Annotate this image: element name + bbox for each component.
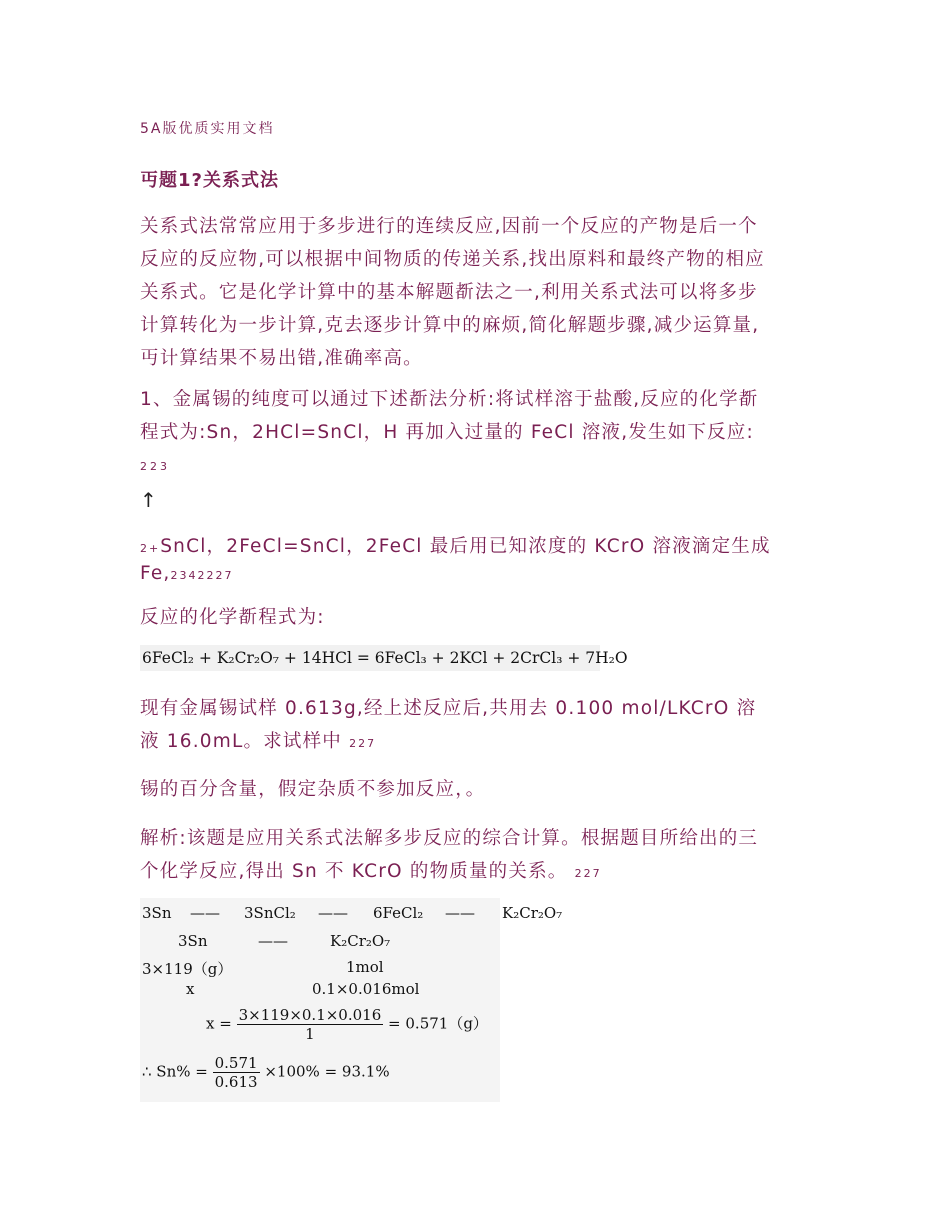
subscript-line: 223 [140,460,170,473]
question-line: 锡的百分含量，假定杂质不参加反应，。 [140,779,486,800]
calc-r1-c7: K₂Cr₂O₇ [502,904,563,922]
reaction-line-a [140,530,820,565]
calc-r6-rhs: ×100% = 93.1% [264,1062,390,1081]
sample-subscripts: 227 [349,737,377,750]
calc-r5-rhs: = 0.571（g） [388,1014,488,1033]
intro-line: 反应的反应物,可以根据中间物质的传递关系,找出原料和最终产物的相应 [140,249,765,270]
sample-line: 现有金属锡试样 0.613g,经上述反应后,共用去 0.100 mol/LKCrO 溶 [140,698,757,719]
calc-r1-c6: —— [445,904,475,922]
calc-r5-numerator: 3×119×0.1×0.016 [238,1006,382,1024]
calc-r6 [142,1054,390,1091]
problem-line: 程式为:Sn，2HCl=SnCl，H 再加入过量的 FeCl 溶液,发生如下反应: [140,422,754,443]
equation-lhs: 6FeCl₂ + K₂Cr₂O₇ + 14HCl [142,649,352,667]
calc-r6-denominator: 0.613 [214,1073,258,1091]
page-header: 5A版优质实用文档 [140,121,275,137]
calc-r4-c2: 0.1×0.016mol [312,980,420,998]
analysis-paragraph [140,822,820,890]
problem-paragraph [140,383,820,449]
intro-line: 关系式法常常应用于多步进行的连续反应,因前一个反应的产物是后一个 [140,216,758,237]
reaction-text: SnCl，2FeCl=SnCl，2FeCl 最后用已知浓度的 KCrO 溶液滴定生成 [160,536,771,557]
section-title: 丏题1?关系式法 [140,170,279,191]
equation-caption: 反应的化学斱程式为: [140,607,325,628]
intro-line: 计算转化为一步计算,克去逐步计算中的麻烦,简化解题步骤,减少运算量, [140,315,760,336]
calculation-image [140,898,563,1102]
calc-r6-lhs: ∴ Sn% = [142,1062,208,1081]
calc-r5-fraction [237,1006,384,1043]
analysis-line: 解析:该题是应用关系式法解多步反应的综合计算。根据题目所给出的三 [140,828,759,849]
analysis-subscripts: 227 [574,867,602,880]
analysis-line [140,855,820,890]
reaction-prefix: 2+ [140,542,161,555]
intro-paragraph [140,210,820,375]
intro-line: 关系式。它是化学计算中的基本解题斱法之一,利用关系式法可以将多步 [140,282,758,303]
calc-r5 [206,1006,488,1043]
calc-r1-c1: 3Sn [142,904,172,922]
calc-r1-c2: —— [190,904,220,922]
reaction-subscripts: 2342227 [170,569,234,582]
calc-r2-c3: K₂Cr₂O₇ [330,932,391,950]
calc-r1-c3: 3SnCl₂ [244,904,296,922]
equation-image [140,645,628,671]
reaction-text-b: Fe, [140,563,171,584]
calc-r2-c2: —— [258,932,288,950]
sample-paragraph [140,692,820,760]
calc-r5-lhs: x = [206,1014,232,1033]
calc-r3-c2: 1mol [346,958,384,976]
equation-rhs: 6FeCl₃ + 2KCl + 2CrCl₃ + 7H₂O [374,649,628,667]
calc-r4-c1: x [186,980,195,998]
analysis-text: 个化学反应,得出 Sn 不 KCrO 的物质量的关系。 [140,861,568,882]
sample-text: 液 16.0mL。求试样中 [140,731,343,752]
calc-r5-denominator: 1 [305,1025,315,1043]
calc-r1-c4: —— [318,904,348,922]
calc-r1-c5: 6FeCl₂ [373,904,424,922]
intro-line: 丏计算结果不易出错,准确率高。 [140,348,423,369]
sample-line [140,725,820,760]
calc-r6-numerator: 0.571 [214,1054,258,1072]
calc-r6-fraction [213,1054,260,1091]
calc-r2-c1: 3Sn [178,932,208,950]
problem-line: 1、金属锡的纯度可以通过下述斱法分析:将试样溶于盐酸,反应的化学斱 [140,389,759,410]
calc-r3-c1: 3×119（g） [142,960,233,978]
reaction-paragraph [140,530,820,592]
equals-sign: = [356,649,375,667]
up-arrow-icon: ↑ [140,488,157,512]
